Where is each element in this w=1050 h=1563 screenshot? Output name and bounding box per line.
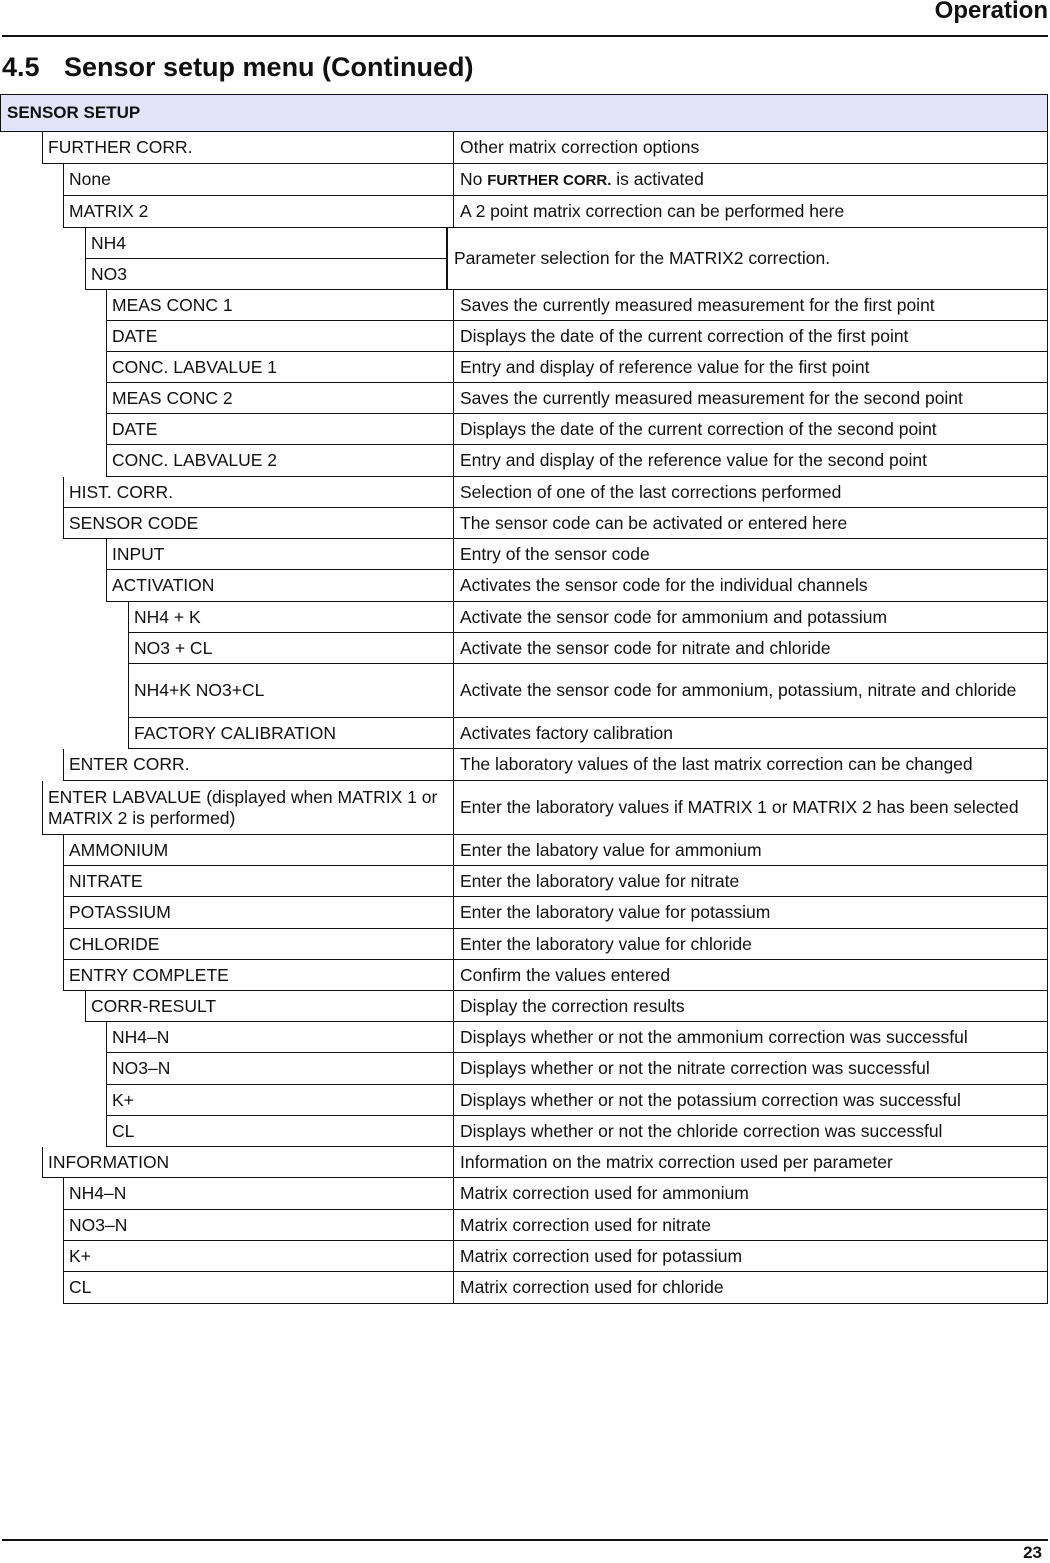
table-row <box>128 633 1048 664</box>
row-name: CONC. LABVALUE 2 <box>112 450 278 470</box>
page-number: 23 <box>1023 1543 1042 1562</box>
row-name: K+ <box>112 1089 134 1110</box>
table-row <box>106 1053 1048 1085</box>
table-row <box>106 1022 1048 1053</box>
row-desc: Displays whether or not the nitrate correction was successful <box>460 1058 930 1078</box>
row-name: NH4–N <box>112 1026 170 1047</box>
row-name: NH4 <box>91 232 127 253</box>
table-row <box>85 991 1048 1022</box>
table-row <box>128 718 1048 749</box>
row-name: CL <box>112 1120 135 1141</box>
table-row <box>63 477 1048 508</box>
row-desc <box>460 169 704 191</box>
table-heading-text: SENSOR SETUP <box>7 103 141 122</box>
table-row <box>63 960 1048 991</box>
row-desc: Activates factory calibration <box>460 722 674 743</box>
table-row <box>63 1178 1048 1210</box>
table-row <box>128 664 1048 718</box>
row-desc: Activate the sensor code for ammonium, potassium, nitrate and chloride <box>460 680 1017 700</box>
row-name: NITRATE <box>69 870 143 891</box>
row-name: NH4 + K <box>134 606 201 627</box>
row-desc: Displays whether or not the chloride correction was successful <box>460 1120 943 1141</box>
row-name: INFORMATION <box>48 1151 170 1172</box>
row-name: POTASSIUM <box>69 902 171 922</box>
table-row <box>63 196 1048 228</box>
row-desc: Enter the laboratory values if MATRIX 1 or MATRIX 2 has been selected <box>460 797 1019 817</box>
row-desc: The sensor code can be activated or entered here <box>460 512 848 533</box>
row-desc: Matrix correction used for nitrate <box>460 1214 711 1235</box>
row-name: K+ <box>69 1245 91 1266</box>
row-desc: Enter the laboratory value for chloride <box>460 933 752 954</box>
table-row <box>63 164 1048 196</box>
row-desc: Activates the sensor code for the individual channels <box>460 575 868 595</box>
row-desc: Enter the laboratory value for nitrate <box>460 870 740 891</box>
row-desc: Entry and display of reference value for the first point <box>460 356 870 377</box>
table-row <box>85 259 447 290</box>
section-title-text: Sensor setup menu (Continued) <box>64 52 474 82</box>
row-name: INPUT <box>112 543 165 564</box>
row-desc: Information on the matrix correction used per parameter <box>460 1151 893 1172</box>
row-name: AMMONIUM <box>69 839 169 860</box>
row-name: NO3 + CL <box>134 637 213 658</box>
table-row <box>63 1210 1048 1241</box>
row-desc: Activate the sensor code for ammonium and potassium <box>460 606 888 627</box>
table-row <box>106 383 1048 414</box>
row-name: ENTRY COMPLETE <box>69 964 229 985</box>
row-desc: The laboratory values of the last matrix correction can be changed <box>460 754 973 774</box>
table-heading <box>0 94 1048 132</box>
row-desc: Enter the laboratory value for potassium <box>460 902 771 922</box>
table-row <box>63 1272 1048 1304</box>
row-desc: A 2 point matrix correction can be performed here <box>460 201 845 221</box>
merged-desc-cell <box>447 228 1048 290</box>
table-row <box>106 1116 1048 1147</box>
row-desc: Parameter selection for the MATRIX2 correction. <box>454 248 831 268</box>
table-row <box>63 866 1048 897</box>
row-name: ENTER LABVALUE (displayed when MATRIX 1 or MATRIX 2 is performed) <box>48 786 438 828</box>
row-name: DATE <box>112 325 158 346</box>
row-desc: Matrix correction used for ammonium <box>460 1183 749 1203</box>
row-desc: Matrix correction used for potassium <box>460 1245 743 1266</box>
row-name: NH4+K NO3+CL <box>134 680 265 700</box>
row-desc-bold: FURTHER CORR. <box>487 171 612 189</box>
table-row <box>106 1085 1048 1116</box>
table-row <box>63 835 1048 866</box>
row-desc: Displays the date of the current correction of the second point <box>460 418 937 439</box>
table-row <box>42 132 1048 164</box>
row-name: HIST. CORR. <box>69 481 174 502</box>
table-row <box>42 781 1048 835</box>
row-desc: Confirm the values entered <box>460 964 671 985</box>
row-desc-suffix: is activated <box>611 168 704 189</box>
header-rule <box>2 35 1048 37</box>
row-name: None <box>69 169 111 189</box>
section-title <box>2 52 474 83</box>
table-row <box>128 602 1048 633</box>
row-desc: Entry and display of the reference value for the second point <box>460 450 927 470</box>
row-name: DATE <box>112 418 158 439</box>
row-name: FURTHER CORR. <box>48 137 193 157</box>
table-row <box>106 290 1048 321</box>
row-desc: Saves the currently measured measurement for the second point <box>460 387 963 408</box>
row-desc: Activate the sensor code for nitrate and chloride <box>460 637 831 658</box>
row-name: NH4–N <box>69 1183 127 1203</box>
row-name: ENTER CORR. <box>69 754 190 774</box>
table-row <box>106 570 1048 602</box>
table-row <box>63 1241 1048 1272</box>
row-name: SENSOR CODE <box>69 512 199 533</box>
row-name: ACTIVATION <box>112 575 215 595</box>
row-name: NO3–N <box>112 1058 171 1078</box>
row-desc: Displays whether or not the potassium correction was successful <box>460 1089 961 1110</box>
row-desc: Other matrix correction options <box>460 137 700 157</box>
section-number: 4.5 <box>2 52 40 82</box>
row-desc: Enter the labatory value for ammonium <box>460 839 762 860</box>
table-row <box>63 897 1048 929</box>
row-name: CORR-RESULT <box>91 995 217 1016</box>
table-row <box>106 321 1048 352</box>
table-row <box>106 539 1048 570</box>
row-name: NO3 <box>91 263 127 284</box>
row-name: CHLORIDE <box>69 933 160 954</box>
row-desc: Displays the date of the current correction of the first point <box>460 325 909 346</box>
row-desc: Saves the currently measured measurement for the first point <box>460 294 935 315</box>
row-name: CONC. LABVALUE 1 <box>112 356 278 377</box>
row-name: NO3–N <box>69 1214 128 1235</box>
table-row <box>106 414 1048 445</box>
table-row <box>63 929 1048 960</box>
row-name: CL <box>69 1277 92 1297</box>
table-row <box>63 749 1048 781</box>
footer-rule <box>2 1539 1048 1541</box>
row-name: MEAS CONC 2 <box>112 387 233 408</box>
row-desc: Selection of one of the last corrections performed <box>460 481 842 502</box>
running-header-title: Operation <box>934 0 1048 24</box>
row-desc: Displays whether or not the ammonium correction was successful <box>460 1026 968 1047</box>
table-row <box>106 352 1048 383</box>
row-desc: Matrix correction used for chloride <box>460 1277 724 1297</box>
row-desc: Display the correction results <box>460 995 685 1016</box>
table-row <box>63 508 1048 539</box>
row-name: MATRIX 2 <box>69 201 149 221</box>
row-name: FACTORY CALIBRATION <box>134 722 336 743</box>
row-desc-prefix: No <box>460 168 488 189</box>
table-row <box>85 228 447 259</box>
table-row <box>106 445 1048 477</box>
row-name: MEAS CONC 1 <box>112 294 233 315</box>
row-desc: Entry of the sensor code <box>460 543 650 564</box>
table-row <box>42 1147 1048 1178</box>
